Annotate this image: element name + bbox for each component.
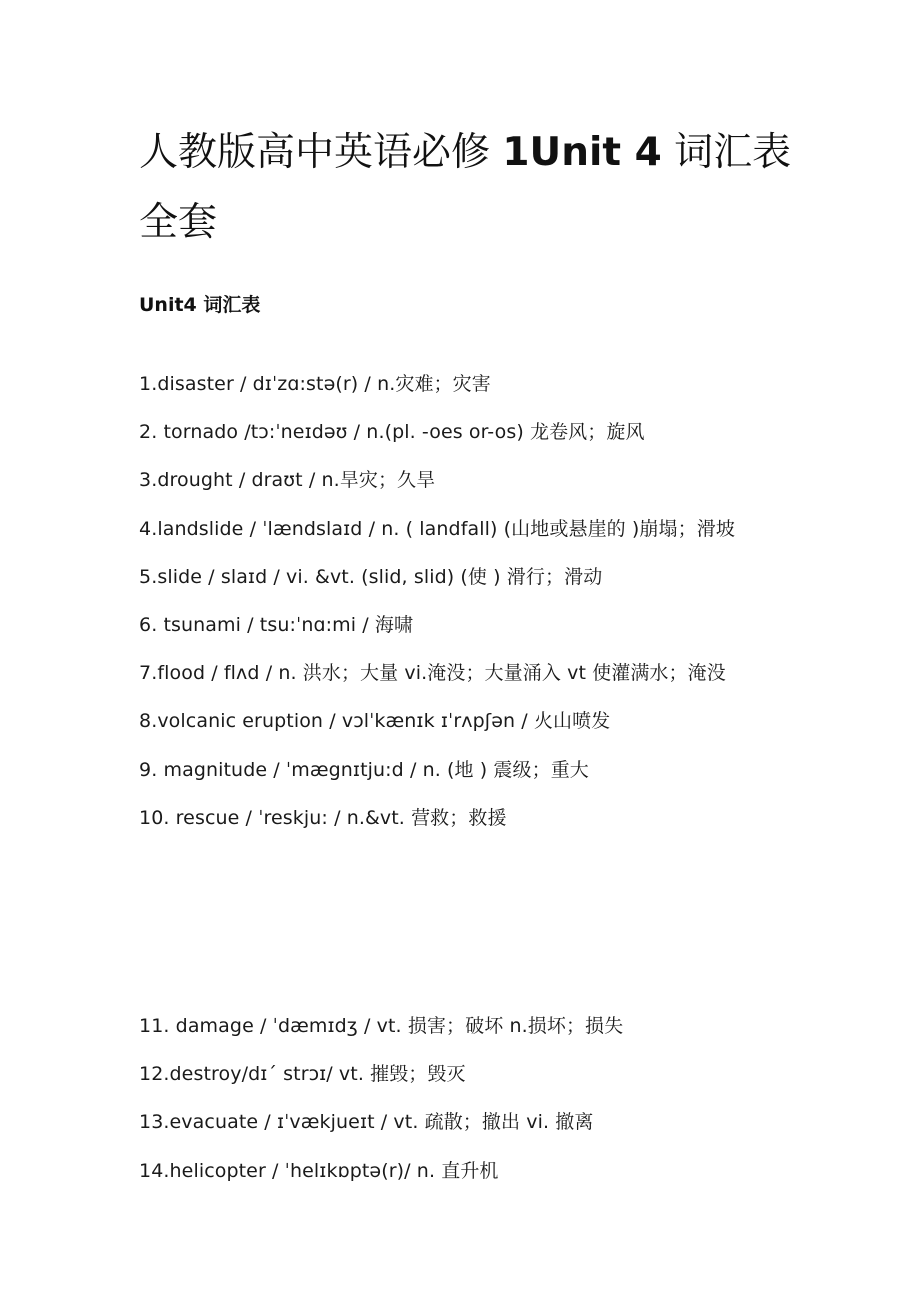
vocab-entry-9: 9. magnitude / ˈmægnɪtju:d / n. (地 ) 震级；重大: [139, 758, 589, 781]
vocab-entry-2: 2. tornado /tɔ:ˈneɪdəʊ / n.(pl. -oes or-os) 龙卷风；旋风: [139, 421, 645, 444]
vocab-entry-6: 6. tsunami / tsu:ˈnɑ:mi / 海啸: [139, 614, 414, 637]
vocab-entry-7: 7.flood / flʌd / n. 洪水；大量 vi.淹没；大量涌入 vt 使灌满水；淹没: [139, 662, 726, 685]
vocab-entry-10: 10. rescue / ˈreskju: / n.&vt. 营救；救援: [139, 806, 507, 829]
vocab-entry-14: 14.helicopter / ˈhelɪkɒptə(r)/ n. 直升机: [139, 1159, 499, 1182]
vocab-entry-5: 5.slide / slaɪd / vi. &vt. (slid, slid) (使 ) 滑行；滑动: [139, 565, 603, 588]
section-subtitle: Unit4 词汇表: [139, 294, 261, 316]
vocab-entry-4: 4.landslide / ˈlændslaɪd / n. ( landfall) (山地或悬崖的 )崩塌；滑坡: [139, 517, 735, 540]
title-part2: 词汇表全套: [139, 130, 792, 245]
vocabulary-list-1: [139, 360, 799, 842]
vocab-entry-13: 13.evacuate / ɪˈvækjueɪt / vt. 疏散；撤出 vi. 撤离: [139, 1111, 594, 1134]
vocab-entry-11: 11. damage / ˈdæmɪdʒ / vt. 损害；破坏 n.损坏；损失: [139, 1015, 624, 1037]
vocab-entry-1: 1.disaster / dɪˈzɑ:stə(r) / n.灾难；灾害: [139, 373, 491, 395]
page-title: [139, 118, 799, 258]
vocab-entry-12: 12.destroy/dɪˊ strɔɪ/ vt. 摧毁；毁灭: [139, 1063, 466, 1086]
vocabulary-list-2: [139, 1002, 799, 1195]
title-unit: 1Unit 4: [502, 130, 662, 175]
vocab-entry-3: 3.drought / draʊt / n.旱灾；久旱: [139, 469, 436, 492]
title-part1: 人教版高中英语必修: [139, 130, 503, 175]
vocab-entry-8: 8.volcanic eruption / vɔlˈkænɪk ɪˈrʌpʃən / 火山喷发: [139, 710, 611, 733]
